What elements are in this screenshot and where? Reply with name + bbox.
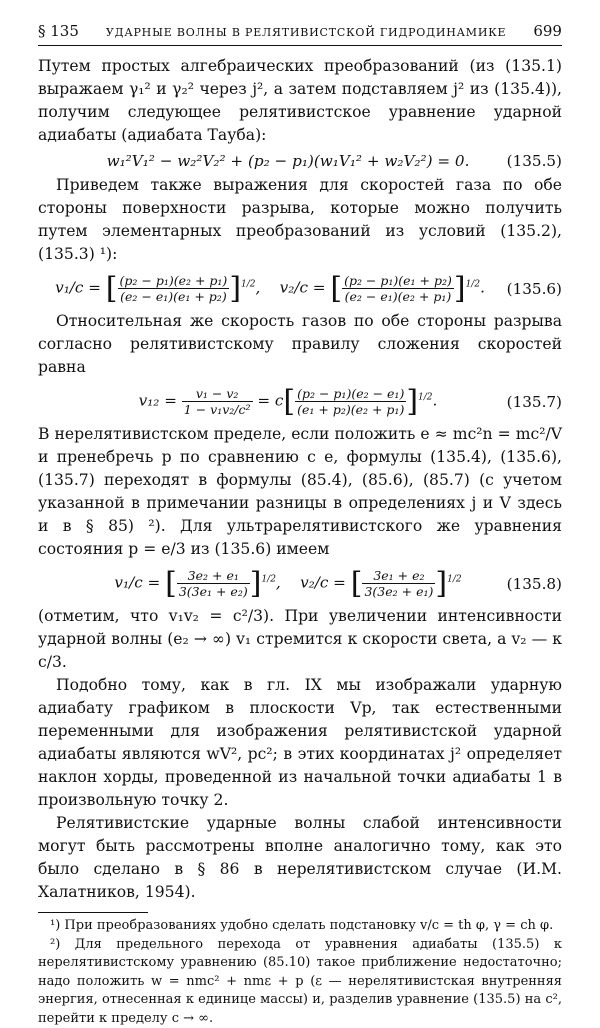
equation-135-5 [38,152,562,170]
equation-135-5-expr: w₁²V₁² − w₂²V₂² + (p₂ − p₁)(w₁V₁² + w₂V₂²) = 0. [78,152,498,170]
eq6-fraction2: $\frac{\text{(p₂ − p₁)(e₁ + p₂)}}{\text{(e₂ − e₁)(e₂ + p₁)}}$ [342,273,454,304]
eq7-fraction-velocity: $\frac{\text{v₁ − v₂}}{\text{1 − v₁v₂/c²}}$ [182,386,253,417]
equation-135-7-tag: (135.7) [498,393,562,411]
equation-135-6: v₁/c = [ $\frac{\text{(p₂ − p₁)(e₂ + p₁)}}{\text{(e₂ − e₁)(e₁ + p₂)}}$ ]$^{1/2}$, v₂/c = [ $\frac{\text{(p₂ − p₁)(e₁ + p₂)}}{\text{(e₂ − e₁)(e₂ + p₁)}}$ ]$^{1/2}$. (135.6) [38,271,562,306]
eq6-lhs1: v₁/c = [55,279,101,297]
paragraph-2: Приведем также выражения для скоростей газа по обе стороны поверхности разрыва, которые можно получить путем элементарных преобразований из условий (135.2), (135.3) ¹): [38,174,562,266]
eq8-fraction2: $\frac{\text{3e₁ + e₂}}{\text{3(3e₂ + e₁)}}$ [362,568,435,599]
eq8-fraction1: $\frac{\text{3e₂ + e₁}}{\text{3(3e₁ + e₂)}}$ [177,568,250,599]
footnote-2: ²) Для предельного перехода от уравнения адиабаты (135.5) к нерелятивистскому уравнению (85.10) такое приближение недостаточно; надо положить w = nmc² + nmε + p (ε — нерелятивистская внутренняя энергия, отнесенная к единице массы) и, разделив уравнение (135.5) на c², перейти к пределу c → ∞. [38,936,562,1028]
paragraph-5: (отметим, что v₁v₂ = c²/3). При увеличении интенсивности ударной волны (e₂ → ∞) v₁ стремится к скорости света, а v₂ — к c/3. [38,605,562,674]
equation-135-8: v₁/c = [ $\frac{\text{3e₂ + e₁}}{\text{3(3e₁ + e₂)}}$ ]$^{1/2}$, v₂/c = [ $\frac{\text{3e₁ + e₂}}{\text{3(3e₂ + e₁)}}$ ]$^{1/2}$ (135.8) [38,566,562,601]
equation-135-7: v₁₂ = $\frac{\text{v₁ − v₂}}{\text{1 − v₁v₂/c²}}$ = c[ $\frac{\text{(p₂ − p₁)(e₂ − e₁)}}{\text{(e₁ + p₂)(e₂ + p₁)}}$ ]$^{1/2}$. (135.7) [38,384,562,419]
paragraph-3: Относительная же скорость газов по обе стороны разрыва согласно релятивистскому правилу сложения скоростей равна [38,310,562,379]
eq7-fraction: $\frac{\text{(p₂ − p₁)(e₂ − e₁)}}{\text{(e₁ + p₂)(e₂ + p₁)}}$ [295,386,406,417]
equation-135-5-tag: (135.5) [498,152,562,170]
running-header [38,22,562,46]
section-number: § 135 [38,22,79,40]
running-title: УДАРНЫЕ ВОЛНЫ В РЕЛЯТИВИСТСКОЙ ГИДРОДИНАМИКЕ [106,26,507,39]
paragraph-1: Путем простых алгебраических преобразований (из (135.1) выражаем γ₁² и γ₂² через j², а затем подставляем j² из (135.4)), получим следующее релятивистское уравнение ударной адиабаты (адиабата Тауба): [38,55,562,147]
page [38,22,562,1028]
footnote-1: ¹) При преобразованиях удобно сделать подстановку v/c = th φ, γ = ch φ. [38,917,562,936]
equation-135-8-tag: (135.8) [498,575,562,593]
paragraph-7: Релятивистские ударные волны слабой интенсивности могут быть рассмотрены вполне аналогично тому, как это было сделано в § 86 в нерелятивистском случае (И.М. Халатников, 1954). [38,812,562,904]
paragraph-6: Подобно тому, как в гл. IX мы изображали ударную адиабату графиком в плоскости Vp, так естественными переменными для изображения релятивистской ударной адиабаты являются wV², pc²; в этих координатах j² определяет наклон хорды, проведенной из начальной точки адиабаты 1 в произвольную точку 2. [38,674,562,812]
equation-135-6-tag: (135.6) [498,280,562,298]
eq6-fraction1: $\frac{\text{(p₂ − p₁)(e₂ + p₁)}}{\text{(e₂ − e₁)(e₁ + p₂)}}$ [118,273,230,304]
paragraph-4: В нерелятивистском пределе, если положить e ≈ mc²n = mc²/V и пренебречь p по сравнению с e, формулы (135.4), (135.6), (135.7) переходят в формулы (85.4), (85.6), (85.7) (с учетом указанной в примечании разницы в определениях j и V здесь и в § 85) ²). Для ультрарелятивистского же уравнения состояния p = e/3 из (135.6) имеем [38,423,562,561]
eq6-lhs2: v₂/c = [280,279,326,297]
page-number: 699 [533,22,562,40]
